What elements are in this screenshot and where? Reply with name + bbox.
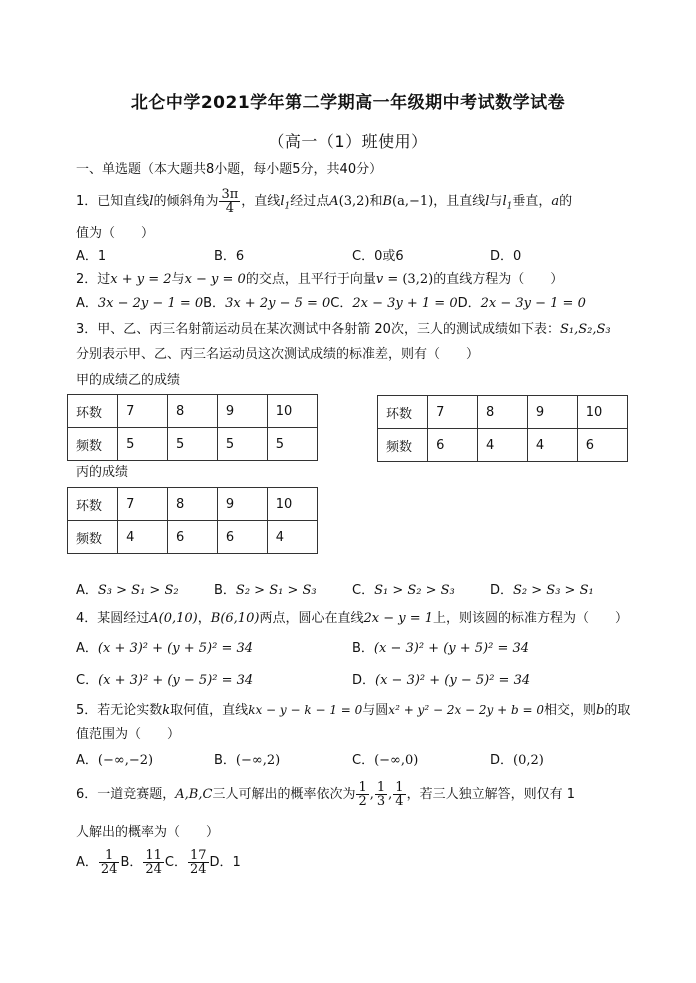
- q1-line-l1-2: [502, 194, 513, 212]
- table-yi: [377, 395, 628, 462]
- q1-text-b: 的倾斜角为: [153, 194, 219, 209]
- table-cell: 环数: [378, 396, 428, 429]
- table-cell: 9: [527, 396, 577, 429]
- q4-option-b-text: (x − 3)² + (y + 5)² = 34: [373, 641, 530, 656]
- table-cell: 7: [118, 488, 168, 521]
- q6-text-b: 三人可解出的概率依次为: [212, 787, 356, 802]
- table-cell: 8: [167, 488, 217, 521]
- q2-option-c-label: C．: [330, 296, 353, 311]
- q1-l1-sub-2: 1: [506, 201, 513, 212]
- exam-title: 北仑中学2021学年第二学期高一年级期中考试数学试卷: [130, 93, 566, 113]
- table-cell: 10: [267, 395, 317, 428]
- q5-option-a-text: (−∞,−2): [97, 753, 154, 768]
- table-cell: 5: [118, 428, 168, 461]
- table-cell: 10: [267, 488, 317, 521]
- q5-text-a: 5．若无论实数: [76, 703, 163, 718]
- q1-line2: 值为（ ）: [76, 226, 155, 241]
- q6-option-a-frac: [99, 849, 120, 876]
- q6-options: [76, 848, 241, 878]
- q5-text-c: 与圆: [362, 703, 389, 718]
- q4-text-c: 两点，圆心在直线: [259, 611, 364, 626]
- q4-option-a-text: (x + 3)² + (y + 5)² = 34: [97, 641, 254, 656]
- q5-line-eq: kx − y − k − 1 = 0: [248, 703, 363, 717]
- q2-vector-value: = (3,2): [383, 272, 434, 287]
- q1-line-l1: [280, 194, 291, 212]
- question-1: [76, 188, 572, 220]
- q5-option-b-label: B．: [214, 753, 236, 768]
- q5-option-c-label: C．: [352, 753, 375, 768]
- q1-point-b: B: [382, 194, 393, 209]
- q5-option-a-label: A．: [76, 753, 98, 768]
- q6-option-b-frac: [143, 849, 164, 876]
- q6-option-b-label: B．: [120, 855, 143, 870]
- table-cell: 频数: [378, 429, 428, 462]
- q3-option-c: [352, 582, 455, 600]
- table-cell: 频数: [68, 428, 118, 461]
- q6-frac-den: 24: [190, 862, 207, 877]
- q2-option-d-label: D．: [457, 296, 481, 311]
- table-cell: 4: [118, 521, 168, 554]
- q4-point-a: A(0,10): [149, 611, 198, 626]
- q1-text-h: 垂直，: [512, 194, 552, 209]
- q3-line2: 分别表示甲、乙、丙三名运动员这次测试成绩的标准差，则有（ ）: [76, 347, 480, 362]
- table-cell: 7: [428, 396, 478, 429]
- q1-option-d: D．0: [490, 249, 522, 264]
- q2-option-b-label: B．: [203, 296, 226, 311]
- table-cell: 5: [217, 428, 267, 461]
- q1-text-a: 1．已知直线: [76, 194, 150, 209]
- q1-line-l-2: l: [485, 194, 490, 209]
- table-row: [68, 521, 318, 554]
- q6-line2: 人解出的概率为（ ）: [76, 825, 220, 840]
- table-cell: 8: [477, 396, 527, 429]
- q4-text-d: 上，则该圆的标准方程为（ ）: [433, 611, 629, 626]
- q5-circle-eq: x² + y² − 2x − 2y + b = 0: [388, 703, 545, 717]
- q6-frac-num: 1: [358, 780, 367, 795]
- q6-frac-den: 4: [395, 794, 404, 809]
- q6-option-c-frac: [188, 849, 209, 876]
- q6-frac-den: 2: [358, 794, 367, 809]
- table-jia: [67, 394, 318, 461]
- table-cell: 4: [527, 429, 577, 462]
- q3-caption-jia-yi: 甲的成绩乙的成绩: [76, 373, 181, 388]
- q2-text-c: 的交点，且平行于向量: [245, 272, 376, 287]
- q2-eq2: x − y = 0: [184, 272, 246, 287]
- q1-option-c: C．0或6: [352, 249, 404, 264]
- q5-option-d: [490, 752, 544, 770]
- q3-option-d: [490, 582, 594, 600]
- q2-option-b: 3x + 2y − 5 = 0: [225, 296, 331, 311]
- table-cell: 6: [167, 521, 217, 554]
- q5-option-b: [214, 752, 280, 770]
- q1-option-b: B．6: [214, 249, 245, 264]
- q1-line-l: l: [149, 194, 154, 209]
- table-cell: 5: [267, 428, 317, 461]
- q5-text-e: 的取: [604, 703, 631, 718]
- q1-fraction: [219, 188, 240, 215]
- table-row: [68, 395, 318, 428]
- q4-point-b: B(6,10): [210, 611, 260, 626]
- q6-frac-third: [375, 781, 387, 808]
- q5-option-a: [76, 752, 153, 770]
- q2-vector: v: [375, 272, 384, 287]
- q1-text-f: ，且直线: [433, 194, 486, 209]
- q2-option-c: 2x − 3y + 1 = 0: [352, 296, 458, 311]
- table-cell: 4: [477, 429, 527, 462]
- q3-option-d-text: S₂ > S₃ > S₁: [513, 583, 594, 598]
- q3-option-b-label: B．: [214, 583, 236, 598]
- q6-frac-den: 24: [100, 862, 118, 877]
- q1-point-a: A: [329, 194, 339, 209]
- q1-point-a-coord: (3,2): [338, 194, 370, 209]
- q6-frac-num: 1: [99, 849, 120, 863]
- q4-option-c-label: C．: [76, 673, 99, 688]
- q2-option-d: 2x − 3y − 1 = 0: [480, 296, 586, 311]
- q4-text-b: ，: [197, 611, 211, 626]
- table-cell: 频数: [68, 521, 118, 554]
- q4-option-b-label: B．: [352, 641, 374, 656]
- q4-line-eq: 2x − y = 1: [363, 611, 433, 626]
- table-cell: 环数: [68, 488, 118, 521]
- q3-option-b-text: S₂ > S₁ > S₃: [235, 583, 317, 598]
- q6-abc: A,B,C: [175, 787, 213, 802]
- q6-option-d: D．1: [209, 855, 241, 870]
- q2-eq1: x + y = 2: [110, 272, 172, 287]
- q2-text-d: 的直线方程为（ ）: [433, 272, 564, 287]
- q2-text-b: 与: [171, 272, 185, 287]
- q5-var-k: k: [162, 703, 171, 718]
- q1-text-i: 的: [559, 194, 573, 209]
- q3-option-a: [76, 582, 179, 600]
- q5-option-c: [352, 752, 418, 770]
- q1-l1-sub: 1: [284, 201, 291, 212]
- q3-line1: 3．甲、乙、丙三名射箭运动员在某次测试中各射箭 20次，三人的测试成绩如下表：: [76, 322, 560, 337]
- q4-text-a: 4．某圆经过: [76, 611, 150, 626]
- q5-var-b: b: [596, 703, 605, 718]
- q6-text-a: 6．一道竞赛题，: [76, 787, 176, 802]
- table-cell: 4: [267, 521, 317, 554]
- q2-option-a: 3x − 2y − 1 = 0: [97, 296, 204, 311]
- q5-text-d: 相交，则: [544, 703, 597, 718]
- exam-subtitle: （高一（1）班使用）: [268, 132, 428, 151]
- q6-frac-den: 3: [376, 794, 386, 809]
- q3-s-vars: S₁,S₂,S₃: [559, 322, 611, 337]
- q5-option-d-label: D．: [490, 753, 514, 768]
- q1-option-a: A．1: [76, 249, 107, 264]
- q4-option-d-text: (x − 3)² + (y − 5)² = 34: [375, 673, 531, 688]
- q1-text-c: ，直线: [241, 194, 281, 209]
- q6-option-c-label: C．: [164, 855, 187, 870]
- q3-option-d-label: D．: [490, 583, 514, 598]
- q6-option-a-label: A．: [76, 855, 98, 870]
- q6-frac-den: 24: [145, 862, 162, 877]
- table-cell: 9: [217, 395, 267, 428]
- q4-option-d-label: D．: [352, 673, 376, 688]
- q5-text-b: 取何值，直线: [170, 703, 249, 718]
- q1-point-b-coord: (a,−1): [392, 194, 434, 209]
- table-row: [378, 396, 628, 429]
- q1-l1-letter-2: l: [502, 194, 507, 209]
- q6-frac-num: 17: [190, 848, 207, 863]
- q4-option-c-text: (x + 3)² + (y − 5)² = 34: [98, 673, 254, 688]
- q2-option-a-label: A．: [76, 296, 98, 311]
- table-bing: [67, 487, 318, 554]
- table-cell: 5: [167, 428, 217, 461]
- q1-text-d: 经过点: [290, 194, 330, 209]
- q6-text-c: ，若三人独立解答，则仅有 1: [406, 787, 575, 802]
- q6-frac-num: 1: [376, 780, 386, 795]
- q2-options: [76, 295, 586, 313]
- q5-option-b-text: (−∞,2): [235, 753, 281, 768]
- q1-l1-letter: l: [280, 194, 285, 209]
- table-cell: 6: [428, 429, 478, 462]
- q3-option-b: [214, 582, 317, 600]
- table-cell: 8: [167, 395, 217, 428]
- question-5: [76, 701, 630, 720]
- q4-option-c: [76, 672, 253, 690]
- table-cell: 9: [217, 488, 267, 521]
- question-2: [76, 271, 563, 289]
- q5-line2: 值范围为（ ）: [76, 727, 181, 742]
- table-cell: 6: [577, 429, 627, 462]
- section-heading: 一、单选题（本大题共8小题，每小题5分，共40分）: [76, 162, 383, 177]
- q3-option-c-label: C．: [352, 583, 375, 598]
- q1-text-g: 与: [489, 194, 503, 209]
- q3-option-c-text: S₁ > S₂ > S₃: [374, 583, 455, 598]
- table-row: [68, 488, 318, 521]
- table-row: [378, 429, 628, 462]
- q2-text-a: 2．过: [76, 272, 111, 287]
- q1-var-a: a: [551, 194, 560, 209]
- q1-frac-den: 4: [225, 201, 235, 216]
- q6-frac-quarter: [393, 781, 405, 808]
- table-cell: 环数: [68, 395, 118, 428]
- q6-frac-half: [356, 781, 368, 808]
- table-cell: 10: [577, 396, 627, 429]
- q5-option-d-text: (0,2): [513, 753, 544, 768]
- question-6: 6．一道竞赛题，A,B,C三人可解出的概率依次为 $\frac{1}{2}$ , $\frac{1}{3}$ , $\frac{1}{4}$ ，若三人独立解答，则仅有 1: [76, 780, 575, 809]
- q5-option-c-text: (−∞,0): [374, 753, 419, 768]
- q4-option-d: [352, 672, 530, 690]
- q4-option-b: [352, 640, 529, 658]
- table-cell: 6: [217, 521, 267, 554]
- question-3: [76, 321, 611, 339]
- question-4: [76, 610, 628, 628]
- q4-option-a: [76, 640, 253, 658]
- q3-option-a-text: S₃ > S₁ > S₂: [97, 583, 179, 598]
- q3-option-a-label: A．: [76, 583, 98, 598]
- q6-frac-num: 11: [145, 848, 162, 863]
- q3-caption-bing: 丙的成绩: [76, 465, 129, 480]
- q1-text-e: 和: [369, 194, 383, 209]
- q6-frac-num: 1: [395, 780, 404, 795]
- table-row: [68, 428, 318, 461]
- q1-frac-num: 3π: [221, 187, 239, 202]
- table-cell: 7: [118, 395, 168, 428]
- q4-option-a-label: A．: [76, 641, 98, 656]
